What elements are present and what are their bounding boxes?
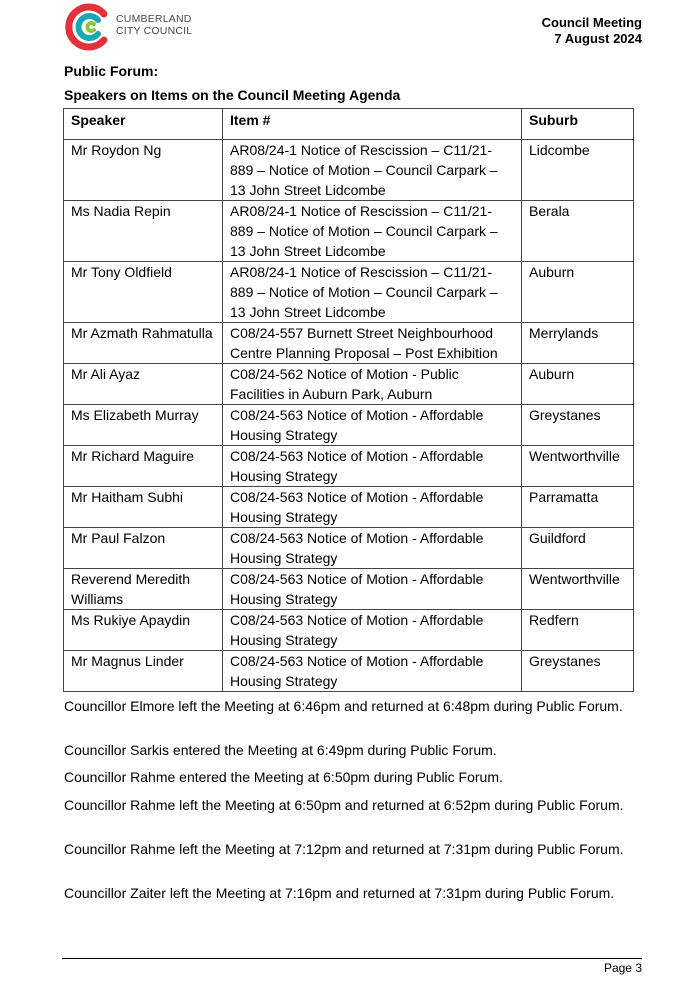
council-logo xyxy=(64,2,204,52)
speaker-cell: Mr Richard Maguire xyxy=(64,446,223,487)
logo-line-1: CUMBERLAND xyxy=(116,13,192,25)
table-row xyxy=(64,201,634,262)
attendance-note: Councillor Zaiter left the Meeting at 7:16pm and returned at 7:31pm during Public Forum. xyxy=(64,885,615,901)
speaker-cell: Ms Rukiye Apaydin xyxy=(64,610,223,651)
item-cell: C08/24-563 Notice of Motion - Affordable Housing Strategy xyxy=(223,405,522,446)
item-cell: AR08/24-1 Notice of Rescission – C11/21-889 – Notice of Motion – Council Carpark – 13 John Street Lidcombe xyxy=(223,201,522,262)
suburb-cell: Lidcombe xyxy=(522,140,634,201)
speakers-table xyxy=(63,108,634,692)
suburb-cell: Redfern xyxy=(522,610,634,651)
suburb-cell: Merrylands xyxy=(522,323,634,364)
item-cell: C08/24-563 Notice of Motion - Affordable Housing Strategy xyxy=(223,569,522,610)
speaker-cell: Mr Paul Falzon xyxy=(64,528,223,569)
item-cell: C08/24-563 Notice of Motion - Affordable Housing Strategy xyxy=(223,610,522,651)
speaker-cell: Mr Tony Oldfield xyxy=(64,262,223,323)
table-row xyxy=(64,405,634,446)
item-cell: C08/24-562 Notice of Motion - Public Facilities in Auburn Park, Auburn xyxy=(223,364,522,405)
suburb-cell: Greystanes xyxy=(522,405,634,446)
table-row xyxy=(64,140,634,201)
attendance-note: Councillor Rahme left the Meeting at 7:12pm and returned at 7:31pm during Public Forum. xyxy=(64,841,624,857)
column-header-suburb: Suburb xyxy=(522,109,634,140)
footer-divider xyxy=(62,958,642,959)
table-row xyxy=(64,569,634,610)
attendance-note: Councillor Sarkis entered the Meeting at 6:49pm during Public Forum. xyxy=(64,742,497,758)
page-number: Page 3 xyxy=(603,961,642,975)
table-header-row xyxy=(64,109,634,140)
attendance-note: Councillor Rahme entered the Meeting at 6:50pm during Public Forum. xyxy=(64,769,503,785)
table-row xyxy=(64,262,634,323)
suburb-cell: Wentworthville xyxy=(522,446,634,487)
item-cell: C08/24-563 Notice of Motion - Affordable Housing Strategy xyxy=(223,446,522,487)
speaker-cell: Ms Elizabeth Murray xyxy=(64,405,223,446)
item-cell: C08/24-557 Burnett Street Neighbourhood Centre Planning Proposal – Post Exhibition xyxy=(223,323,522,364)
speaker-cell: Ms Nadia Repin xyxy=(64,201,223,262)
table-row xyxy=(64,528,634,569)
table-row xyxy=(64,364,634,405)
logo-line-2: CITY COUNCIL xyxy=(116,25,193,37)
item-cell: C08/24-563 Notice of Motion - Affordable Housing Strategy xyxy=(223,651,522,692)
suburb-cell: Berala xyxy=(522,201,634,262)
suburb-cell: Wentworthville xyxy=(522,569,634,610)
item-cell: C08/24-563 Notice of Motion - Affordable Housing Strategy xyxy=(223,528,522,569)
speaker-cell: Mr Ali Ayaz xyxy=(64,364,223,405)
speaker-cell: Mr Azmath Rahmatulla xyxy=(64,323,223,364)
column-header-speaker: Speaker xyxy=(64,109,223,140)
section-subtitle: Speakers on Items on the Council Meeting Agenda xyxy=(64,87,401,103)
item-cell: AR08/24-1 Notice of Rescission – C11/21-889 – Notice of Motion – Council Carpark – 13 John Street Lidcombe xyxy=(223,140,522,201)
suburb-cell: Auburn xyxy=(522,364,634,405)
attendance-note: Councillor Rahme left the Meeting at 6:50pm and returned at 6:52pm during Public Forum. xyxy=(64,797,624,813)
logo-c-mark-icon xyxy=(64,2,114,52)
section-title: Public Forum: xyxy=(64,63,159,79)
attendance-note: Councillor Elmore left the Meeting at 6:46pm and returned at 6:48pm during Public Forum. xyxy=(64,698,623,714)
speaker-cell: Mr Haitham Subhi xyxy=(64,487,223,528)
table-row xyxy=(64,446,634,487)
speaker-cell: Reverend Meredith Williams xyxy=(64,569,223,610)
table-row xyxy=(64,323,634,364)
meeting-date: 7 August 2024 xyxy=(554,31,642,46)
meeting-title: Council Meeting xyxy=(541,15,642,30)
suburb-cell: Auburn xyxy=(522,262,634,323)
suburb-cell: Parramatta xyxy=(522,487,634,528)
table-row xyxy=(64,651,634,692)
suburb-cell: Guildford xyxy=(522,528,634,569)
meeting-header xyxy=(542,15,642,47)
column-header-item: Item # xyxy=(223,109,522,140)
speaker-cell: Mr Roydon Ng xyxy=(64,140,223,201)
item-cell: AR08/24-1 Notice of Rescission – C11/21-889 – Notice of Motion – Council Carpark – 13 John Street Lidcombe xyxy=(223,262,522,323)
item-cell: C08/24-563 Notice of Motion - Affordable Housing Strategy xyxy=(223,487,522,528)
speaker-cell: Mr Magnus Linder xyxy=(64,651,223,692)
suburb-cell: Greystanes xyxy=(522,651,634,692)
table-row xyxy=(64,487,634,528)
table-row xyxy=(64,610,634,651)
